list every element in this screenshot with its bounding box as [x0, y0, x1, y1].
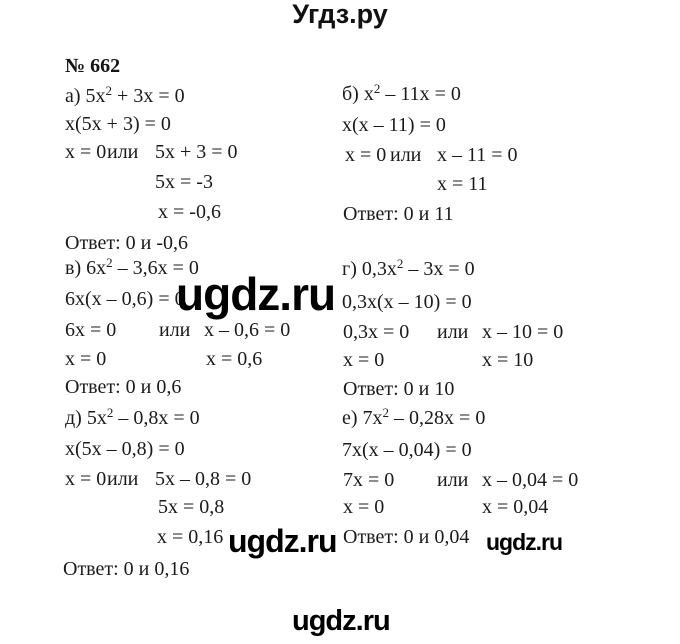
exponent: 2 — [396, 256, 404, 271]
equation-given: е) $7x^2 - 0,28x = 0$ — [342, 405, 486, 429]
answer-line: Ответ: 0 и 0,04 — [343, 526, 470, 548]
site-title: Угдз.ру — [292, 0, 388, 29]
solution-left: x = 0 — [343, 349, 385, 371]
solve-step: 5x = 0,8 — [158, 496, 225, 518]
case-right: x – 10 = 0 — [482, 321, 564, 343]
answer-line: Ответ: 0 и 11 — [343, 203, 454, 225]
watermark-center: ugdz.ru — [176, 268, 336, 320]
equation-factored: x(5x – 0,8) = 0 — [65, 438, 185, 460]
case-right: x – 0,04 = 0 — [482, 469, 579, 491]
or-word: или — [437, 469, 469, 491]
case-left: x = 0 — [345, 144, 387, 166]
case-right: x – 0,6 = 0 — [204, 319, 291, 341]
equation-factored: 7x(x – 0,04) = 0 — [342, 439, 472, 461]
case-left: x = 0 — [65, 141, 107, 163]
solution-left: x = 0 — [65, 348, 107, 370]
or-word: или — [159, 319, 191, 341]
equation-given: д) $5x^2 - 0,8x = 0$ — [65, 405, 200, 429]
answer-line: Ответ: 0 и 0,6 — [65, 376, 182, 398]
exponent: 2 — [373, 81, 381, 96]
case-right: x – 11 = 0 — [437, 144, 518, 166]
exponent: 2 — [382, 405, 390, 420]
or-word: или — [107, 468, 139, 490]
exponent: 2 — [106, 255, 113, 270]
case-left: 6x = 0 — [65, 319, 117, 341]
or-word: или — [437, 321, 469, 343]
equation-given: а) $5x^2 + 3x = 0$ — [65, 83, 185, 107]
solution-right: x = 10 — [482, 349, 534, 371]
solve-step: 5x = -3 — [155, 171, 213, 193]
case-left: x = 0 — [65, 468, 107, 490]
equation-factored: x(x – 11) = 0 — [342, 114, 446, 136]
case-left: 0,3x = 0 — [343, 321, 410, 343]
equation-given: в) $6x^2 - 3,6x = 0$ — [65, 255, 199, 279]
solve-step: x = -0,6 — [158, 201, 221, 223]
equation-given: г) $0,3x^2 - 3x = 0$ — [342, 256, 475, 280]
solution-right: x = 0,04 — [482, 496, 549, 518]
answer-line: Ответ: 0 и 10 — [343, 378, 455, 400]
equation-factored: 0,3x(x – 10) = 0 — [342, 291, 472, 313]
equation-factored: 6x(x – 0,6) = 0 — [65, 288, 185, 310]
exponent: 2 — [105, 83, 113, 98]
answer-line: Ответ: 0 и 0,16 — [63, 558, 190, 580]
equation-given: б) $x^2 - 11x = 0$ — [342, 81, 461, 105]
equation-factored: x(5x + 3) = 0 — [65, 113, 171, 135]
or-word: или — [390, 144, 422, 166]
or-word: или — [107, 141, 139, 163]
solution-right: x = 0,6 — [206, 348, 263, 370]
solve-step: x = 11 — [437, 173, 488, 195]
solution-left: x = 0 — [343, 496, 385, 518]
case-right: 5x + 3 = 0 — [155, 141, 238, 163]
exponent: 2 — [106, 405, 114, 420]
watermark-mid-left: ugdz.ru — [228, 523, 337, 559]
case-left: 7x = 0 — [343, 469, 395, 491]
case-right: 5x – 0,8 = 0 — [155, 468, 252, 490]
answer-line: Ответ: 0 и -0,6 — [65, 232, 189, 254]
watermark-bottom: ugdz.ru — [292, 605, 390, 637]
solve-step: x = 0,16 — [157, 526, 224, 548]
watermark-small-right: ugdz.ru — [486, 529, 563, 555]
problem-number: № 662 — [65, 55, 121, 77]
